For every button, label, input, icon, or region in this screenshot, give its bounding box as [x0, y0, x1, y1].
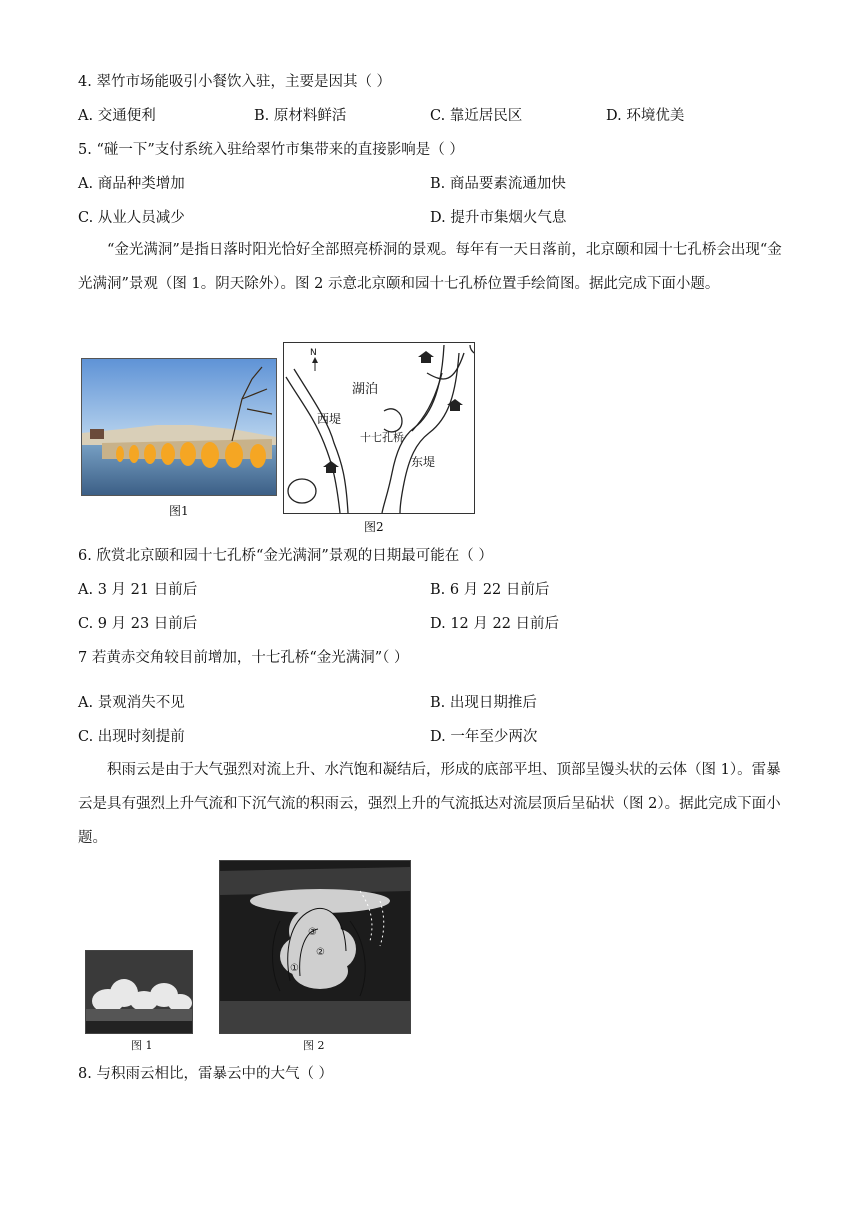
bridge-photo [81, 358, 277, 496]
lake-label: 湖泊 [352, 382, 379, 397]
north-label: N [310, 348, 317, 358]
marker-2: ② [316, 947, 325, 958]
east-dike-label: 东堤 [411, 455, 436, 469]
summer-palace-map [283, 342, 475, 514]
marker-3: ③ [308, 927, 317, 938]
cumulonimbus-photo [85, 950, 193, 1034]
q5-option-c: C. 从业人员减少 [78, 210, 185, 226]
q6-option-c: C. 9 月 23 日前后 [78, 616, 198, 632]
q5-option-a: A. 商品种类增加 [78, 176, 185, 192]
q5-option-d: D. 提升市集烟火气息 [430, 210, 567, 226]
q6-option-d: D. 12 月 22 日前后 [430, 616, 560, 632]
question-5-stem: 5. “碰一下”支付系统入驻给翠竹市集带来的直接影响是（ ） [78, 142, 464, 158]
q5-option-b: B. 商品要素流通加快 [430, 176, 566, 192]
question-6-stem: 6. 欣赏北京颐和园十七孔桥“金光满洞”景观的日期最可能在（ ） [78, 548, 493, 564]
q7-option-c: C. 出现时刻提前 [78, 729, 185, 745]
q6-option-b: B. 6 月 22 日前后 [430, 582, 550, 598]
figure-2-caption: 图2 [364, 520, 384, 534]
question-4-stem: 4. 翠竹市场能吸引小餐饮入驻，主要是因其（ ） [78, 74, 392, 90]
q4-option-c: C. 靠近居民区 [430, 108, 523, 124]
west-dike-label: 西堤 [317, 412, 342, 426]
bridge-label: 十七孔桥 [360, 431, 404, 444]
passage-golden-light: “金光满洞”是指日落时阳光恰好全部照亮桥洞的景观。每年有一天日落前，北京颐和园十七孔桥会出现“金光满洞”景观（图 1。阴天除外）。图 2 示意北京颐和园十七孔桥位置手绘简图。据此完成下面小题。 [78, 242, 782, 292]
q4-option-a: A. 交通便利 [78, 108, 156, 124]
marker-1: ① [290, 963, 299, 974]
q4-option-b: B. 原材料鲜活 [254, 108, 347, 124]
cloud-figure-1-caption: 图 1 [131, 1039, 153, 1052]
q6-option-a: A. 3 月 21 日前后 [78, 582, 198, 598]
q4-option-d: D. 环境优美 [606, 108, 685, 124]
cloud-figure-2-caption: 图 2 [303, 1039, 325, 1052]
figure-1-caption: 图1 [169, 504, 189, 518]
q7-option-a: A. 景观消失不见 [78, 695, 185, 711]
thunderstorm-cloud-photo [219, 860, 411, 1034]
question-8-stem: 8. 与积雨云相比，雷暴云中的大气（ ） [78, 1066, 334, 1082]
question-7-stem: 7 若黄赤交角较目前增加，十七孔桥“金光满洞”（ ） [78, 650, 409, 666]
q7-option-d: D. 一年至少两次 [430, 729, 538, 745]
q7-option-b: B. 出现日期推后 [430, 695, 537, 711]
passage-thunderstorm-cloud: 积雨云是由于大气强烈对流上升、水汽饱和凝结后，形成的底部平坦、顶部呈馒头状的云体（图 1）。雷暴云是具有强烈上升气流和下沉气流的积雨云，强烈上升的气流抵达对流层顶后呈砧状（图 2）。据此完成下面小题。 [78, 762, 781, 846]
